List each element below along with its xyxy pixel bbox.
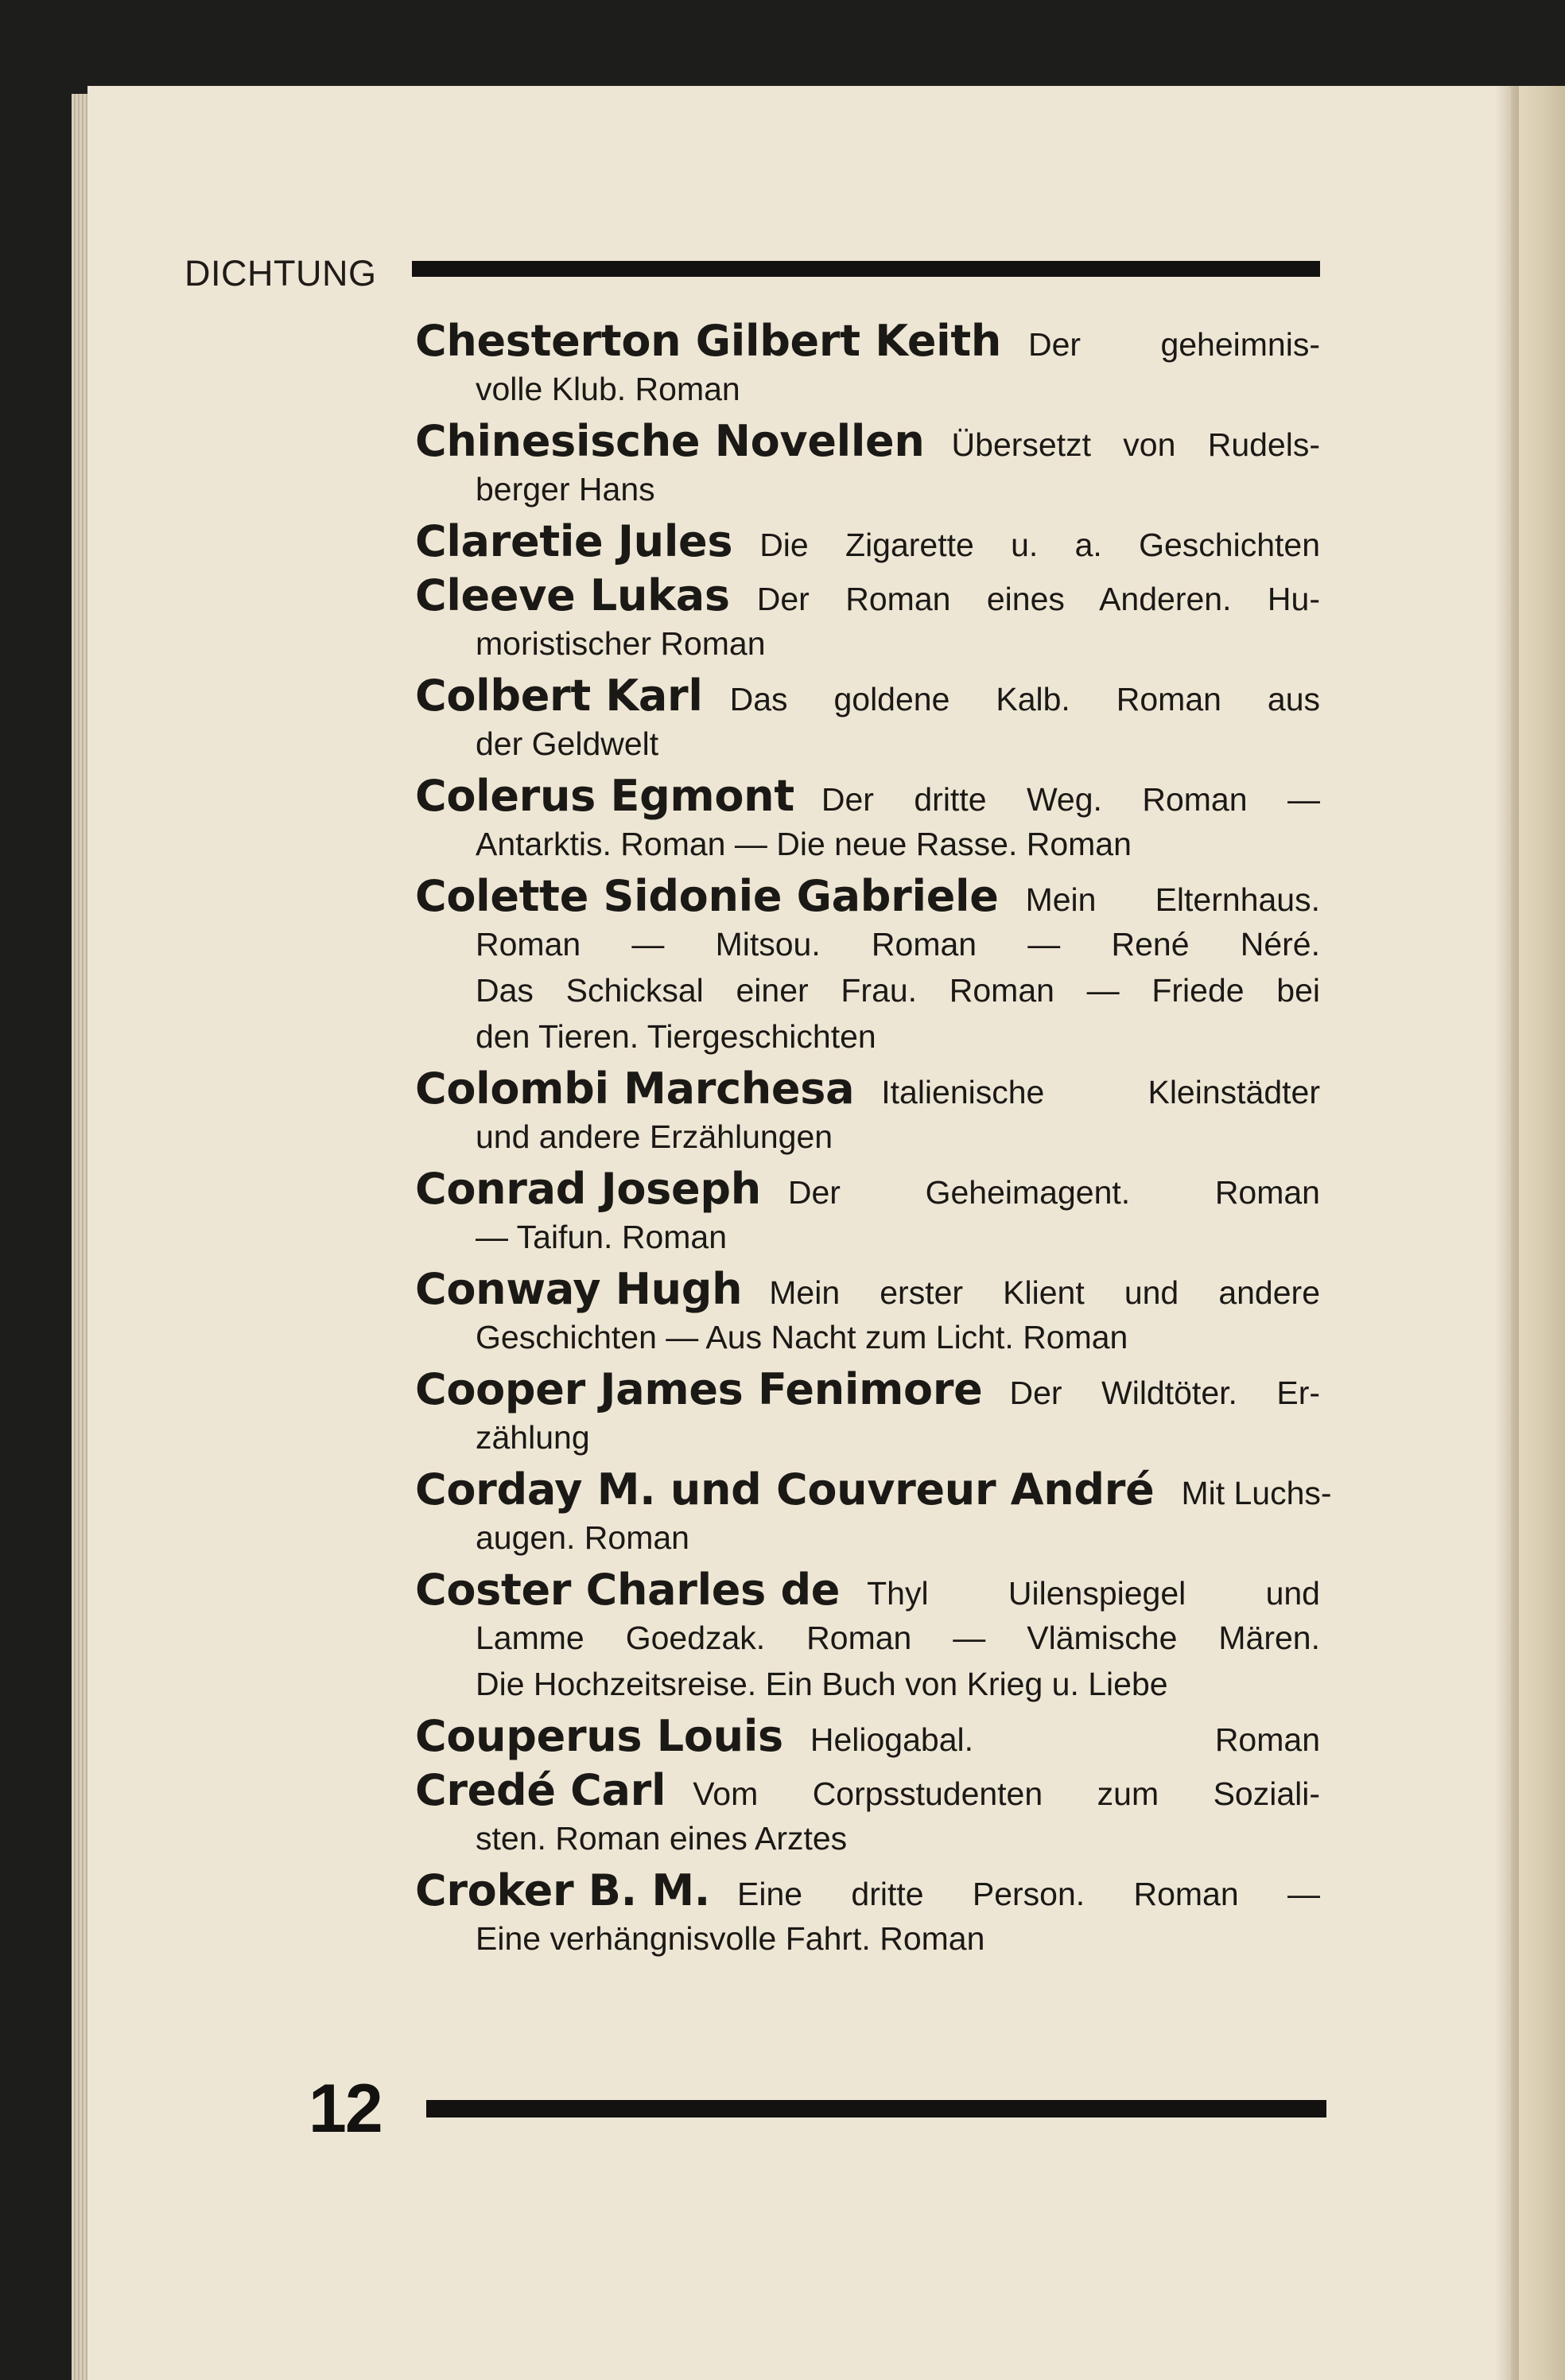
entry-author: Credé Carl [415,1765,666,1815]
entry-titles: Der Geheimagent. Roman [787,1174,1320,1211]
entry-author: Colombi Marchesa [415,1064,855,1114]
entry-author: Chesterton Gilbert Keith [415,316,1002,366]
entry-titles: Die Zigarette u. a. Geschichten [759,527,1320,563]
entry-titles: Das goldene Kalb. Roman aus [729,681,1320,718]
entry-first-line [415,772,1320,821]
entry-first-line [415,1464,1332,1515]
entry-author: Coster Charles de [415,1565,841,1615]
catalog-entry [415,517,1320,566]
section-label: DICHTUNG [184,253,377,294]
entry-titles: Übersetzt von Rudels- [951,426,1320,463]
entry-titles: Thyl Uilenspiegel und [867,1575,1320,1612]
entry-titles: Der Roman eines Anderen. Hu- [756,581,1320,617]
catalog-entry [415,1064,1320,1160]
gutter-shadow [1495,86,1519,2380]
entry-continuation: den Tieren. Tiergeschichten [476,1018,876,1055]
entry-first-line [415,1165,1320,1214]
entry-continuation: zählung [476,1419,590,1456]
catalog-entry [415,1565,1320,1707]
entry-continuation: Roman — Mitsou. Roman — René Néré. [476,926,1320,962]
catalog-entry [415,571,1320,667]
facing-page-edge [1511,86,1565,2380]
entry-first-line [415,1866,1320,1915]
entry-titles: Der geheimnis- [1028,326,1320,363]
entry-first-line [415,571,1320,620]
entry-titles: Der dritte Weg. Roman — [821,781,1320,818]
header-rule [412,261,1320,277]
entry-titles: Italienische Kleinstädter [881,1074,1320,1110]
entry-titles: Der Wildtöter. Er- [1009,1375,1320,1411]
entry-continuation: und andere Erzählungen [476,1118,833,1155]
entry-continuation: moristischer Roman [476,625,766,662]
entry-continuation: Geschichten — Aus Nacht zum Licht. Roman [476,1319,1128,1355]
entry-first-line [415,1766,1320,1815]
entry-author: Conrad Joseph [415,1164,761,1214]
catalog-entry [415,1265,1320,1360]
entry-author: Conway Hugh [415,1264,743,1314]
entry-first-line [415,1265,1320,1314]
catalog-entry [415,671,1320,767]
entry-author: Cleeve Lukas [415,570,730,620]
catalog-entry [415,417,1320,512]
entry-titles: Mit Luchs- [1181,1475,1332,1511]
catalog-entry [415,317,1320,412]
catalog-entry [415,1165,1320,1260]
entry-continuation: — Taifun. Roman [476,1219,728,1255]
entry-continuation: Lamme Goedzak. Roman — Vlämische Mären. [476,1620,1320,1656]
entry-author: Colette Sidonie Gabriele [415,871,999,921]
entry-continuation: volle Klub. Roman [476,371,740,407]
entry-continuation: Eine verhängnisvolle Fahrt. Roman [476,1920,985,1957]
entry-author: Colbert Karl [415,671,703,721]
entry-continuation: sten. Roman eines Arztes [476,1820,848,1857]
entry-first-line [415,671,1320,721]
entry-first-line [415,1365,1320,1414]
catalog-entry [415,872,1320,1060]
entry-titles: Eine dritte Person. Roman — [737,1876,1320,1912]
entry-first-line [415,317,1320,366]
entry-author: Corday M. und Couvreur André [415,1464,1155,1515]
entry-titles: Mein Elternhaus. [1025,881,1320,918]
entry-first-line [415,1712,1320,1761]
entry-first-line [415,872,1320,921]
entry-author: Couperus Louis [415,1711,783,1761]
entry-author: Croker B. M. [415,1865,710,1915]
entry-continuation: Die Hochzeitsreise. Ein Buch von Krieg u. Liebe [476,1666,1168,1702]
entry-first-line [415,417,1320,466]
entry-continuation: Das Schicksal einer Frau. Roman — Friede bei [476,972,1320,1009]
entry-first-line [415,1064,1320,1114]
catalog-entry [415,1464,1332,1561]
catalog-entry [415,1365,1320,1460]
entry-continuation: der Geldwelt [476,725,659,762]
entry-continuation: Antarktis. Roman — Die neue Rasse. Roman [476,826,1132,862]
catalog-entry [415,1712,1320,1761]
entry-titles: Mein erster Klient und andere [769,1274,1320,1311]
entry-continuation: augen. Roman [476,1519,689,1556]
entry-titles: Heliogabal. Roman [810,1721,1320,1758]
catalog-entry [415,772,1320,867]
page-number: 12 [309,2071,382,2147]
entry-author: Colerus Egmont [415,771,794,821]
entry-list [415,316,1332,1966]
entry-titles: Vom Corpsstudenten zum Soziali- [693,1775,1320,1812]
entry-continuation: berger Hans [476,471,655,508]
entry-author: Cooper James Fenimore [415,1364,983,1414]
entry-first-line [415,1565,1320,1615]
footer-rule [426,2100,1326,2118]
entry-author: Chinesische Novellen [415,416,925,466]
entry-author: Claretie Jules [415,516,733,566]
entry-first-line [415,517,1320,566]
catalog-entry [415,1766,1320,1861]
catalog-entry [415,1866,1320,1962]
